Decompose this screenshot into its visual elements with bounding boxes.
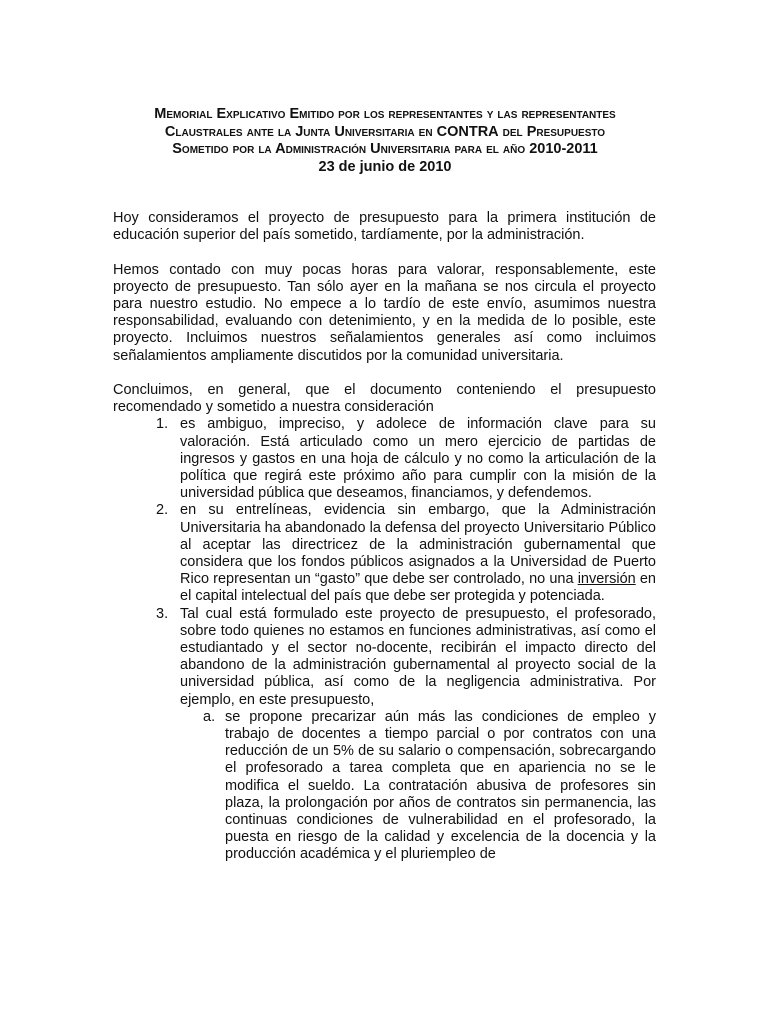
list-item-text-start: en su entrelíneas, evidencia sin embargo, que la Administración Universitaria ha abandonado la defensa del proyecto Universitario Público al aceptar las directricez de la administración gubernamental que considera que los fondos públicos asignados a la Universidad de Puerto Rico representan un “gasto” que debe ser controlado, no una (180, 502, 656, 588)
underlined-word: inversión (577, 571, 636, 588)
title-line-3-start: Sometido por la Administración Universitaria para el año (172, 141, 530, 157)
document-body (113, 210, 656, 864)
sublist-item-text: se propone precarizar aún más las condiciones de empleo y trabajo de docentes a tiempo parcial o por contratos con una reducción de un 5% de su salario o compensación, sobrecargando el profesorado a tarea completa que en apariencia no se le modifica el sueldo. La contratación abusiva de profesores sin plaza, la prolongación por años de contratos sin permanencia, las continuas condiciones de vulnerabilidad en el profesorado, la puesta en riesgo de la calidad y excelencia de la docencia y la producción académica y el pluriempleo de (225, 708, 656, 863)
list-item-number: 3. (156, 605, 169, 622)
title-line-2-start: Claustrales ante la Junta Universitaria en (164, 123, 437, 140)
list-item (113, 502, 656, 605)
title-line-1: Memorial Explicativo Emitido por los representantes y las representantes (154, 106, 616, 122)
title-line-2-contra: CONTRA (436, 123, 499, 140)
title-line-3-years: 2010-2011 (529, 141, 598, 157)
list-item-number: 2. (156, 502, 169, 519)
lettered-sublist (180, 709, 656, 864)
sublist-item (180, 709, 656, 864)
paragraph-2: Hemos contado con muy pocas horas para valorar, responsablemente, este proyecto de presupuesto. Tan sólo ayer en la mañana se nos circula el proyecto para nuestro estudio. No empece a lo tardío de este envío, asumimos nuestra responsabilidad, evaluando con detenimiento, y en la medida de lo posible, este proyecto. Incluimos nuestros señalamientos generales así como incluimos señalamientos ampliamente discutidos por la comunidad universitaria. (113, 261, 656, 364)
list-item-text-end: en el capital intelectual del país que debe ser protegida y potenciada. (180, 571, 656, 605)
list-item-text: Tal cual está formulado este proyecto de presupuesto, el profesorado, sobre todo quienes no estamos en funciones administrativas, así como el estudiantado y el sector no-docente, recibirán el impacto directo del abandono de la administración gubernamental al proyecto social de la universidad pública, así como de la negligencia administrativa. Por ejemplo, en este presupuesto, (180, 605, 656, 708)
list-item (113, 606, 656, 864)
sublist-item-letter: a. (203, 708, 216, 725)
document-date: 23 de junio de 2010 (318, 158, 452, 175)
paragraph-1: Hoy consideramos el proyecto de presupuesto para la primera institución de educación superior del país sometido, tardíamente, por la administración. (113, 210, 656, 244)
numbered-list (113, 416, 656, 863)
list-item-text: es ambiguo, impreciso, y adolece de información clave para su valoración. Está articulado como un mero ejercicio de partidas de ingresos y gastos en una hoja de cálculo y no como la articulación de la política que regirá este próximo año para cumplir con la misión de la universidad pública que deseamos, financiamos, y defendemos. (180, 416, 656, 502)
list-item-number: 1. (156, 416, 169, 433)
paragraph-3: Concluimos, en general, que el documento conteniendo el presupuesto recomendado y sometido a nuestra consideración (113, 382, 656, 416)
document-title (105, 106, 665, 176)
list-item (113, 416, 656, 502)
title-line-2-end: del Presupuesto (498, 123, 606, 140)
